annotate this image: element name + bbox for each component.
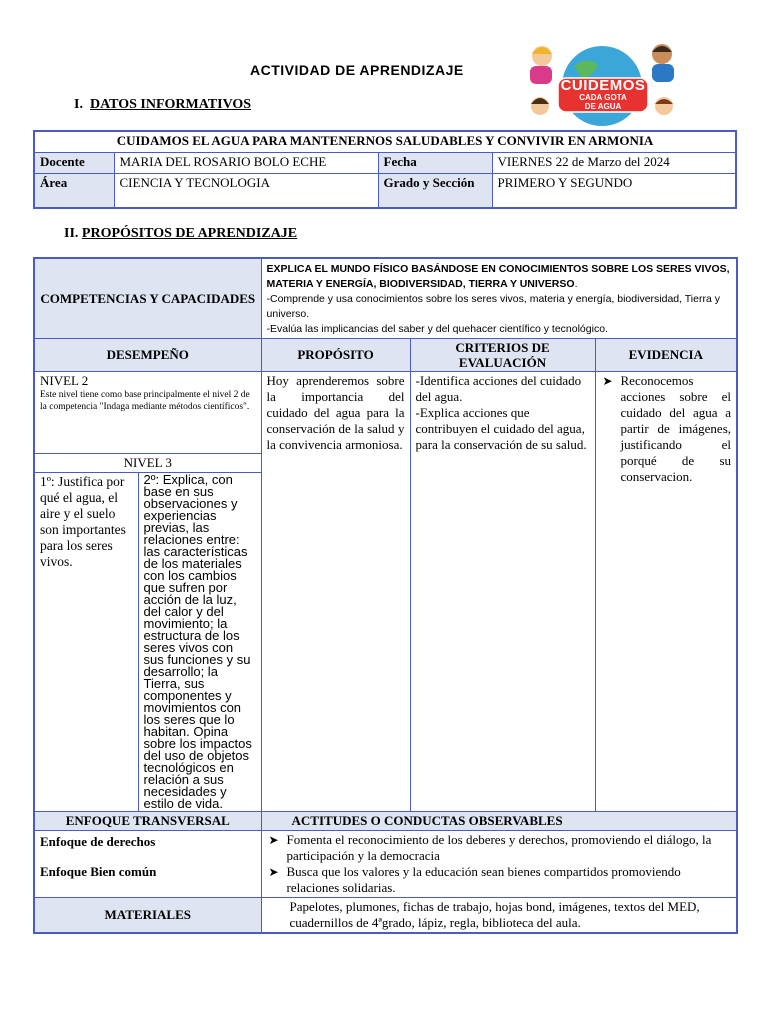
fecha-label: Fecha — [378, 153, 492, 174]
competencia-title-end: . — [574, 278, 578, 290]
section-1-label: DATOS INFORMATIVOS — [89, 97, 252, 112]
propositos-table — [33, 257, 738, 934]
col-proposito: PROPÓSITO — [261, 339, 410, 372]
competencia-title: EXPLICA EL MUNDO FÍSICO BASÁNDOSE EN CONOCIMIENTOS SOBRE LOS SERES VIVOS, MATERIA Y ENERGÍA, BIODIVERSIDAD, TIERRA Y UNIVERSO — [266, 263, 730, 290]
proposito-text: Hoy aprenderemos sobre la importancia del cuidado del agua para la conservación de la salud y la convivencia armoniosa. — [261, 372, 410, 812]
section-1-number: I. — [74, 97, 83, 112]
criterios-cell — [410, 372, 595, 812]
capacidad-1: -Comprende y usa conocimientos sobre los seres vivos, materia y energía, biodiversidad, Tierra y universo. — [266, 293, 720, 320]
evidencia-text: Reconocemos acciones sobre el cuidado del agua a partir de imágenes, justificando el porqué de su conservacion. — [620, 373, 732, 484]
arrow-bullet-icon: ➤ — [268, 865, 279, 879]
logo-text-3: DE AGUA — [584, 102, 622, 111]
area-label: Área — [34, 174, 114, 208]
datos-informativos-table — [33, 130, 737, 209]
evidencia-cell — [595, 372, 737, 812]
nivel-2-cell — [34, 372, 261, 454]
docente-value: MARIA DEL ROSARIO BOLO ECHE — [114, 153, 378, 174]
enfoque-bien-comun: Enfoque Bien común — [40, 864, 157, 879]
page-title: ACTIVIDAD DE APRENDIZAJE — [250, 62, 464, 78]
docente-label: Docente — [34, 153, 114, 174]
actitud-1: Fomenta el reconocimiento de los deberes y derechos, promoviendo el diálogo, la participación y la democracia — [286, 832, 712, 863]
cuidemos-agua-logo — [524, 36, 680, 128]
competencias-label: COMPETENCIAS Y CAPACIDADES — [34, 258, 261, 339]
enfoques-cell — [34, 831, 261, 898]
arrow-bullet-icon: ➤ — [602, 374, 613, 388]
grado-value: PRIMERO Y SEGUNDO — [492, 174, 736, 208]
nivel-3-label: NIVEL 3 — [34, 454, 261, 473]
area-value: CIENCIA Y TECNOLOGIA — [114, 174, 378, 208]
materiales-text: Papelotes, plumones, fichas de trabajo, hojas bond, imágenes, textos del MED, cuadernillos de 4ªgrado, lápiz, regla, biblioteca del aula. — [261, 898, 737, 934]
competencias-content — [261, 258, 737, 339]
nivel-2-text: Este nivel tiene como base principalmente el nivel 2 de la competencia "Indaga mediante métodos científicos". — [40, 390, 250, 412]
arrow-bullet-icon: ➤ — [268, 833, 279, 847]
col-desempeno: DESEMPEÑO — [34, 339, 261, 372]
section-2-heading — [64, 226, 297, 242]
section-2-label: PROPÓSITOS DE APRENDIZAJE — [81, 226, 298, 241]
col-evidencia: EVIDENCIA — [595, 339, 737, 372]
section-2-number: II. — [64, 226, 79, 241]
fecha-value: VIERNES 22 de Marzo del 2024 — [492, 153, 736, 174]
enfoque-header: ENFOQUE TRANSVERSAL — [34, 812, 261, 831]
col-criterios: CRITERIOS DE EVALUACIÓN — [410, 339, 595, 372]
criterio-1: -Identifica acciones del cuidado del agua. — [415, 373, 582, 404]
criterio-2: -Explica acciones que contribuyen el cuidado del agua, para la conservación de su salud. — [415, 405, 587, 452]
logo-text-2: CADA GOTA — [579, 93, 627, 102]
logo-text-1: CUIDEMOS — [560, 77, 646, 94]
desempeno-segundo: 2º: Explica, con base en sus observaciones y experiencias previas, las relaciones entre: las características de los materiales con los cambios que sufren por acción de la luz, del calor y del movimiento; la estructura de los seres vivos con sus funciones y su desarrollo; la Tierra, sus componentes y movimientos con los seres que lo habitan. Opina sobre los impactos del uso de objetos tecnológicos en relación a sus necesidades y estilo de vida. — [138, 473, 261, 812]
enfoque-derechos: Enfoque de derechos — [40, 834, 156, 849]
actitudes-cell — [261, 831, 737, 898]
materiales-label: MATERIALES — [34, 898, 261, 934]
section-1-heading — [74, 97, 251, 113]
desempeno-primero: 1º: Justifica por qué el agua, el aire y el suelo son importantes para los seres vivos. — [34, 473, 138, 812]
nivel-2-label: NIVEL 2 — [40, 373, 89, 388]
actitudes-header: ACTITUDES O CONDUCTAS OBSERVABLES — [261, 812, 737, 831]
grado-label: Grado y Sección — [378, 174, 492, 208]
actitud-2: Busca que los valores y la educación sean bienes compartidos promoviendo relaciones solidarias. — [286, 864, 681, 895]
capacidad-2: -Evalúa las implicancias del saber y del quehacer científico y tecnológico. — [266, 323, 608, 335]
activity-title: CUIDAMOS EL AGUA PARA MANTENERNOS SALUDABLES Y CONVIVIR EN ARMONIA — [34, 131, 736, 153]
